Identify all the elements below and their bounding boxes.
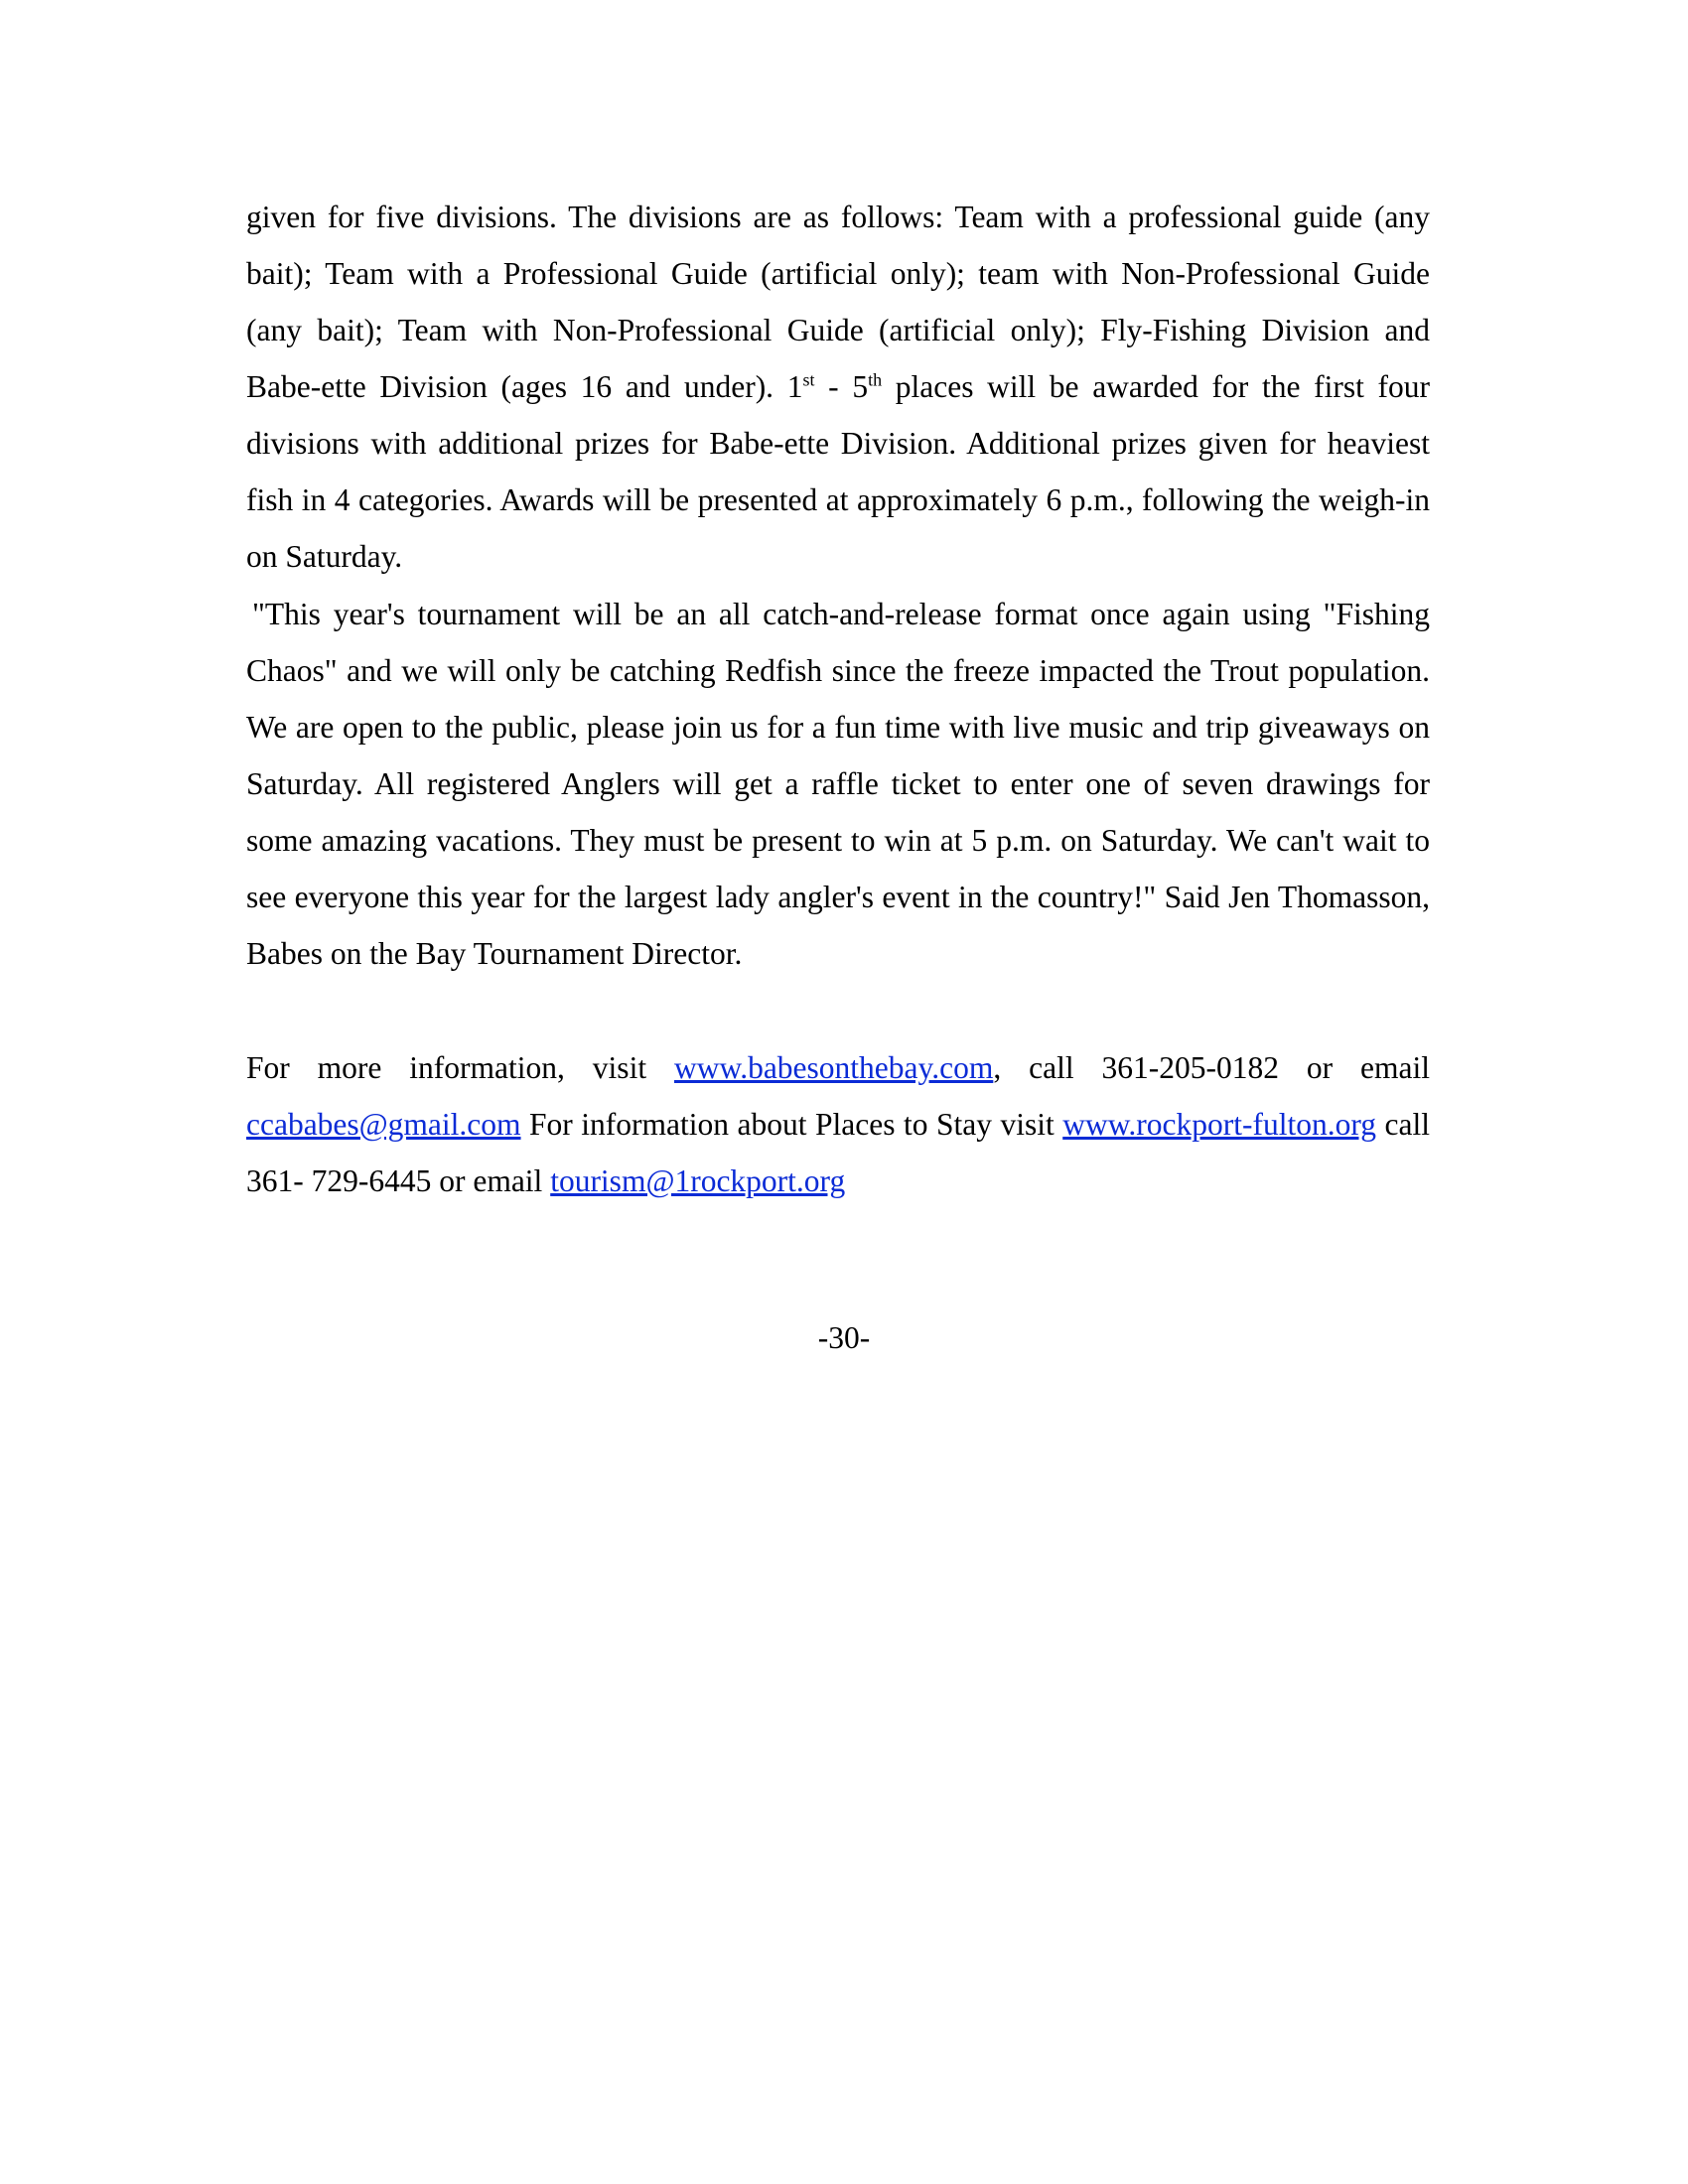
tourism-email-link[interactable]: tourism@1rockport.org — [550, 1163, 846, 1198]
contact-text-part-2: , call 361-205-0182 or email — [993, 1050, 1431, 1085]
rockport-fulton-website-link[interactable]: www.rockport-fulton.org — [1062, 1107, 1377, 1142]
contact-info-text — [246, 1039, 1430, 1209]
director-quote-text: "This year's tournament will be an all catch-and-release format once again using "Fishing Chaos" and we will only be catching Redfish since the freeze impacted the Trout population. We are open to the public, please join us for a fun time with live music and trip giveaways on Saturday. All registered Anglers will get a raffle ticket to enter one of seven drawings for some amazing vacations. They must be present to win at 5 p.m. on Saturday. We can't wait to see everyone this year for the largest lady angler's event in the country!" Said Jen Thomasson, Babes on the Bay Tournament Director. — [246, 597, 1430, 971]
divisions-text-part-3: places will be awarded for the first four divisions with additional prizes for Babe-ette Division. Additional prizes given for heaviest fish in 4 categories. Awards will be presented at approximately 6 p.m., following the weigh-in on Saturday. — [246, 369, 1430, 574]
divisions-paragraph — [246, 189, 1430, 585]
divisions-text-part-1: given for five divisions. The divisions are as follows: Team with a professional guide (any bait); Team with a Professional Guide (artificial only); team with Non-Professional Guide (any bait); Team with Non-Professional Guide (artificial only); Fly-Fishing Division and Babe-ette Division (ages 16 and under). 1 — [246, 200, 1430, 404]
page-number: -30- — [817, 1320, 871, 1355]
contact-text-part-4: call 361- 729-6445 or email — [246, 1107, 1430, 1198]
divisions-text-part-2: - 5 — [814, 369, 869, 404]
contact-info-paragraph — [246, 1039, 1430, 1209]
divisions-text — [246, 189, 1430, 585]
contact-text-part-3: For information about Places to Stay visit — [520, 1107, 1063, 1142]
first-place-superscript: st — [802, 369, 815, 390]
director-quote-paragraph — [246, 586, 1430, 982]
contact-text-part-1: For more information, visit — [246, 1050, 674, 1085]
ccababes-email-link[interactable]: ccababes@gmail.com — [246, 1107, 521, 1142]
babesonthebay-website-link[interactable]: www.babesonthebay.com — [674, 1050, 994, 1085]
fifth-place-superscript: th — [868, 369, 883, 390]
